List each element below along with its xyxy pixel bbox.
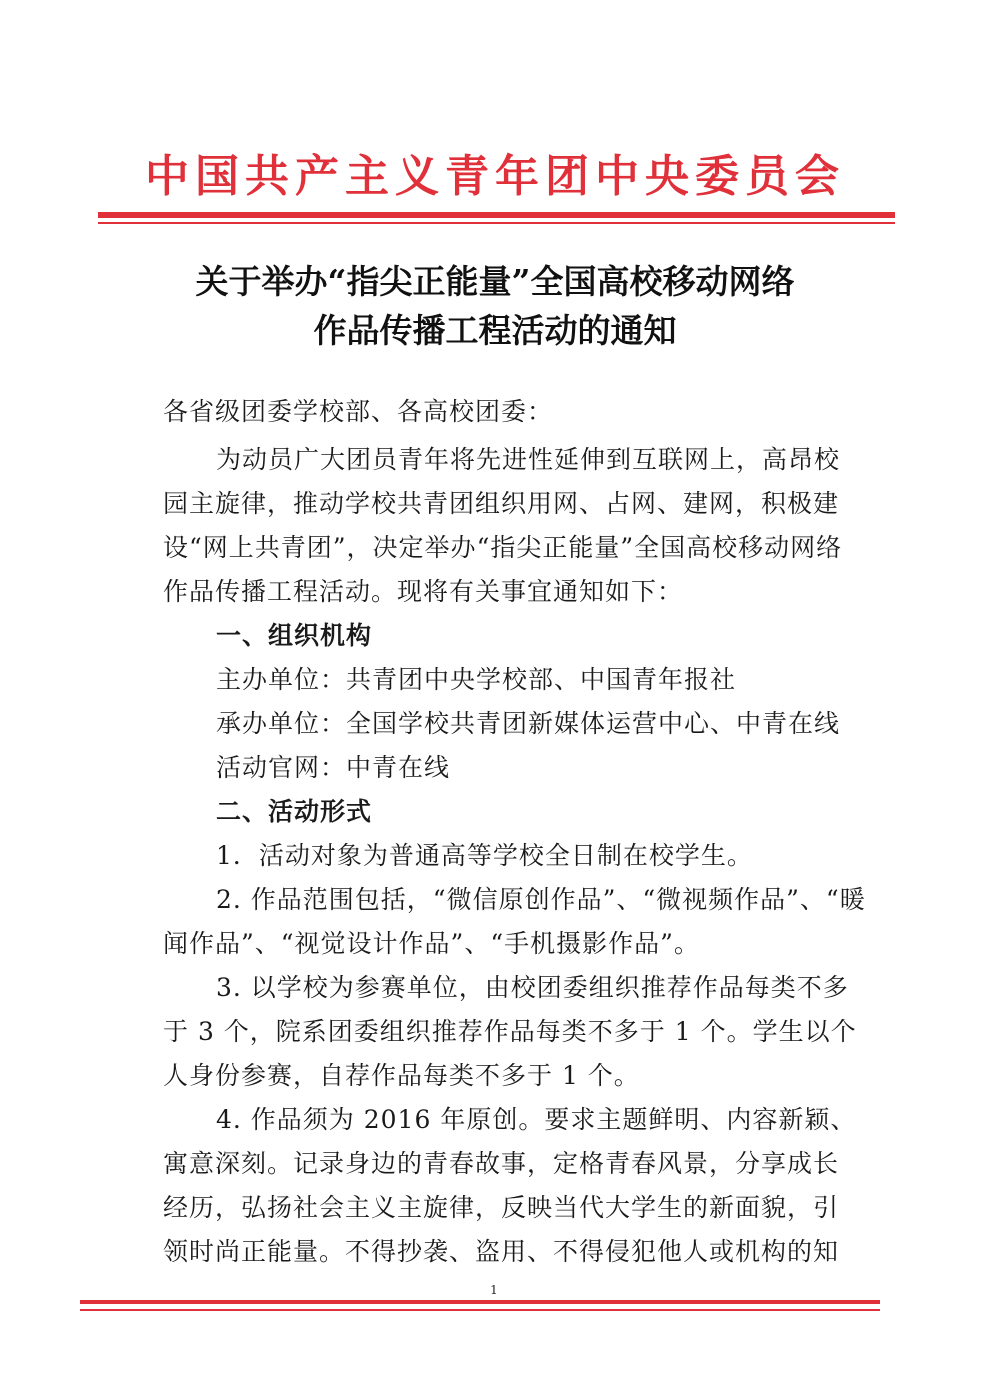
section-1-line: 主办单位：共青团中央学校部、中国青年报社 (216, 665, 737, 694)
section-1-line: 活动官网：中青在线 (216, 753, 451, 782)
page-number: 1 (490, 1283, 498, 1297)
intro-line: 园主旋律，推动学校共青团组织用网、占网、建网，积极建 (163, 489, 840, 518)
section-2-line: 领时尚正能量。不得抄袭、盗用、不得侵犯他人或机构的知 (163, 1237, 840, 1266)
section-2-line: 人身份参赛，自荐作品每类不多于 1 个。 (163, 1061, 640, 1090)
section-2-line: 于 3 个，院系团委组织推荐作品每类不多于 1 个。学生以个 (163, 1017, 857, 1046)
footer-rule-thick (80, 1300, 880, 1304)
intro-line: 设“网上共青团”，决定举办“指尖正能量”全国高校移动网络 (163, 533, 843, 562)
footer-rule-thin (80, 1309, 880, 1311)
section-2-line: 经历，弘扬社会主义主旋律，反映当代大学生的新面貌，引 (163, 1193, 840, 1222)
section-1-line: 承办单位：全国学校共青团新媒体运营中心、中青在线 (216, 709, 841, 738)
section-2-line: 3. 以学校为参赛单位，由校团委组织推荐作品每类不多 (216, 973, 849, 1002)
section-2-line: 4. 作品须为 2016 年原创。要求主题鲜明、内容新颖、 (216, 1105, 857, 1134)
section-1-heading: 一、组织机构 (216, 621, 373, 650)
document-title-line-2: 作品传播工程活动的通知 (313, 311, 677, 350)
document-title-line-1: 关于举办“指尖正能量”全国高校移动网络 (195, 262, 795, 301)
masthead-rule-thin (98, 222, 895, 224)
salutation: 各省级团委学校部、各高校团委： (163, 397, 554, 426)
section-2-line: 寓意深刻。记录身边的青春故事，定格青春风景，分享成长 (163, 1149, 840, 1178)
intro-line: 为动员广大团员青年将先进性延伸到互联网上，高昂校 (216, 445, 841, 474)
section-2-line: 2. 作品范围包括，“微信原创作品”、“微视频作品”、“暖 (216, 885, 866, 914)
masthead-organization: 中国共产主义青年团中央委员会 (145, 151, 845, 202)
section-2-heading: 二、活动形式 (216, 797, 373, 826)
masthead-rule-thick (98, 212, 895, 218)
intro-line: 作品传播工程活动。现将有关事宜通知如下： (163, 577, 684, 606)
section-2-line: 闻作品”、“视觉设计作品”、“手机摄影作品”。 (163, 929, 700, 958)
section-2-line: 1．活动对象为普通高等学校全日制在校学生。 (216, 841, 753, 870)
